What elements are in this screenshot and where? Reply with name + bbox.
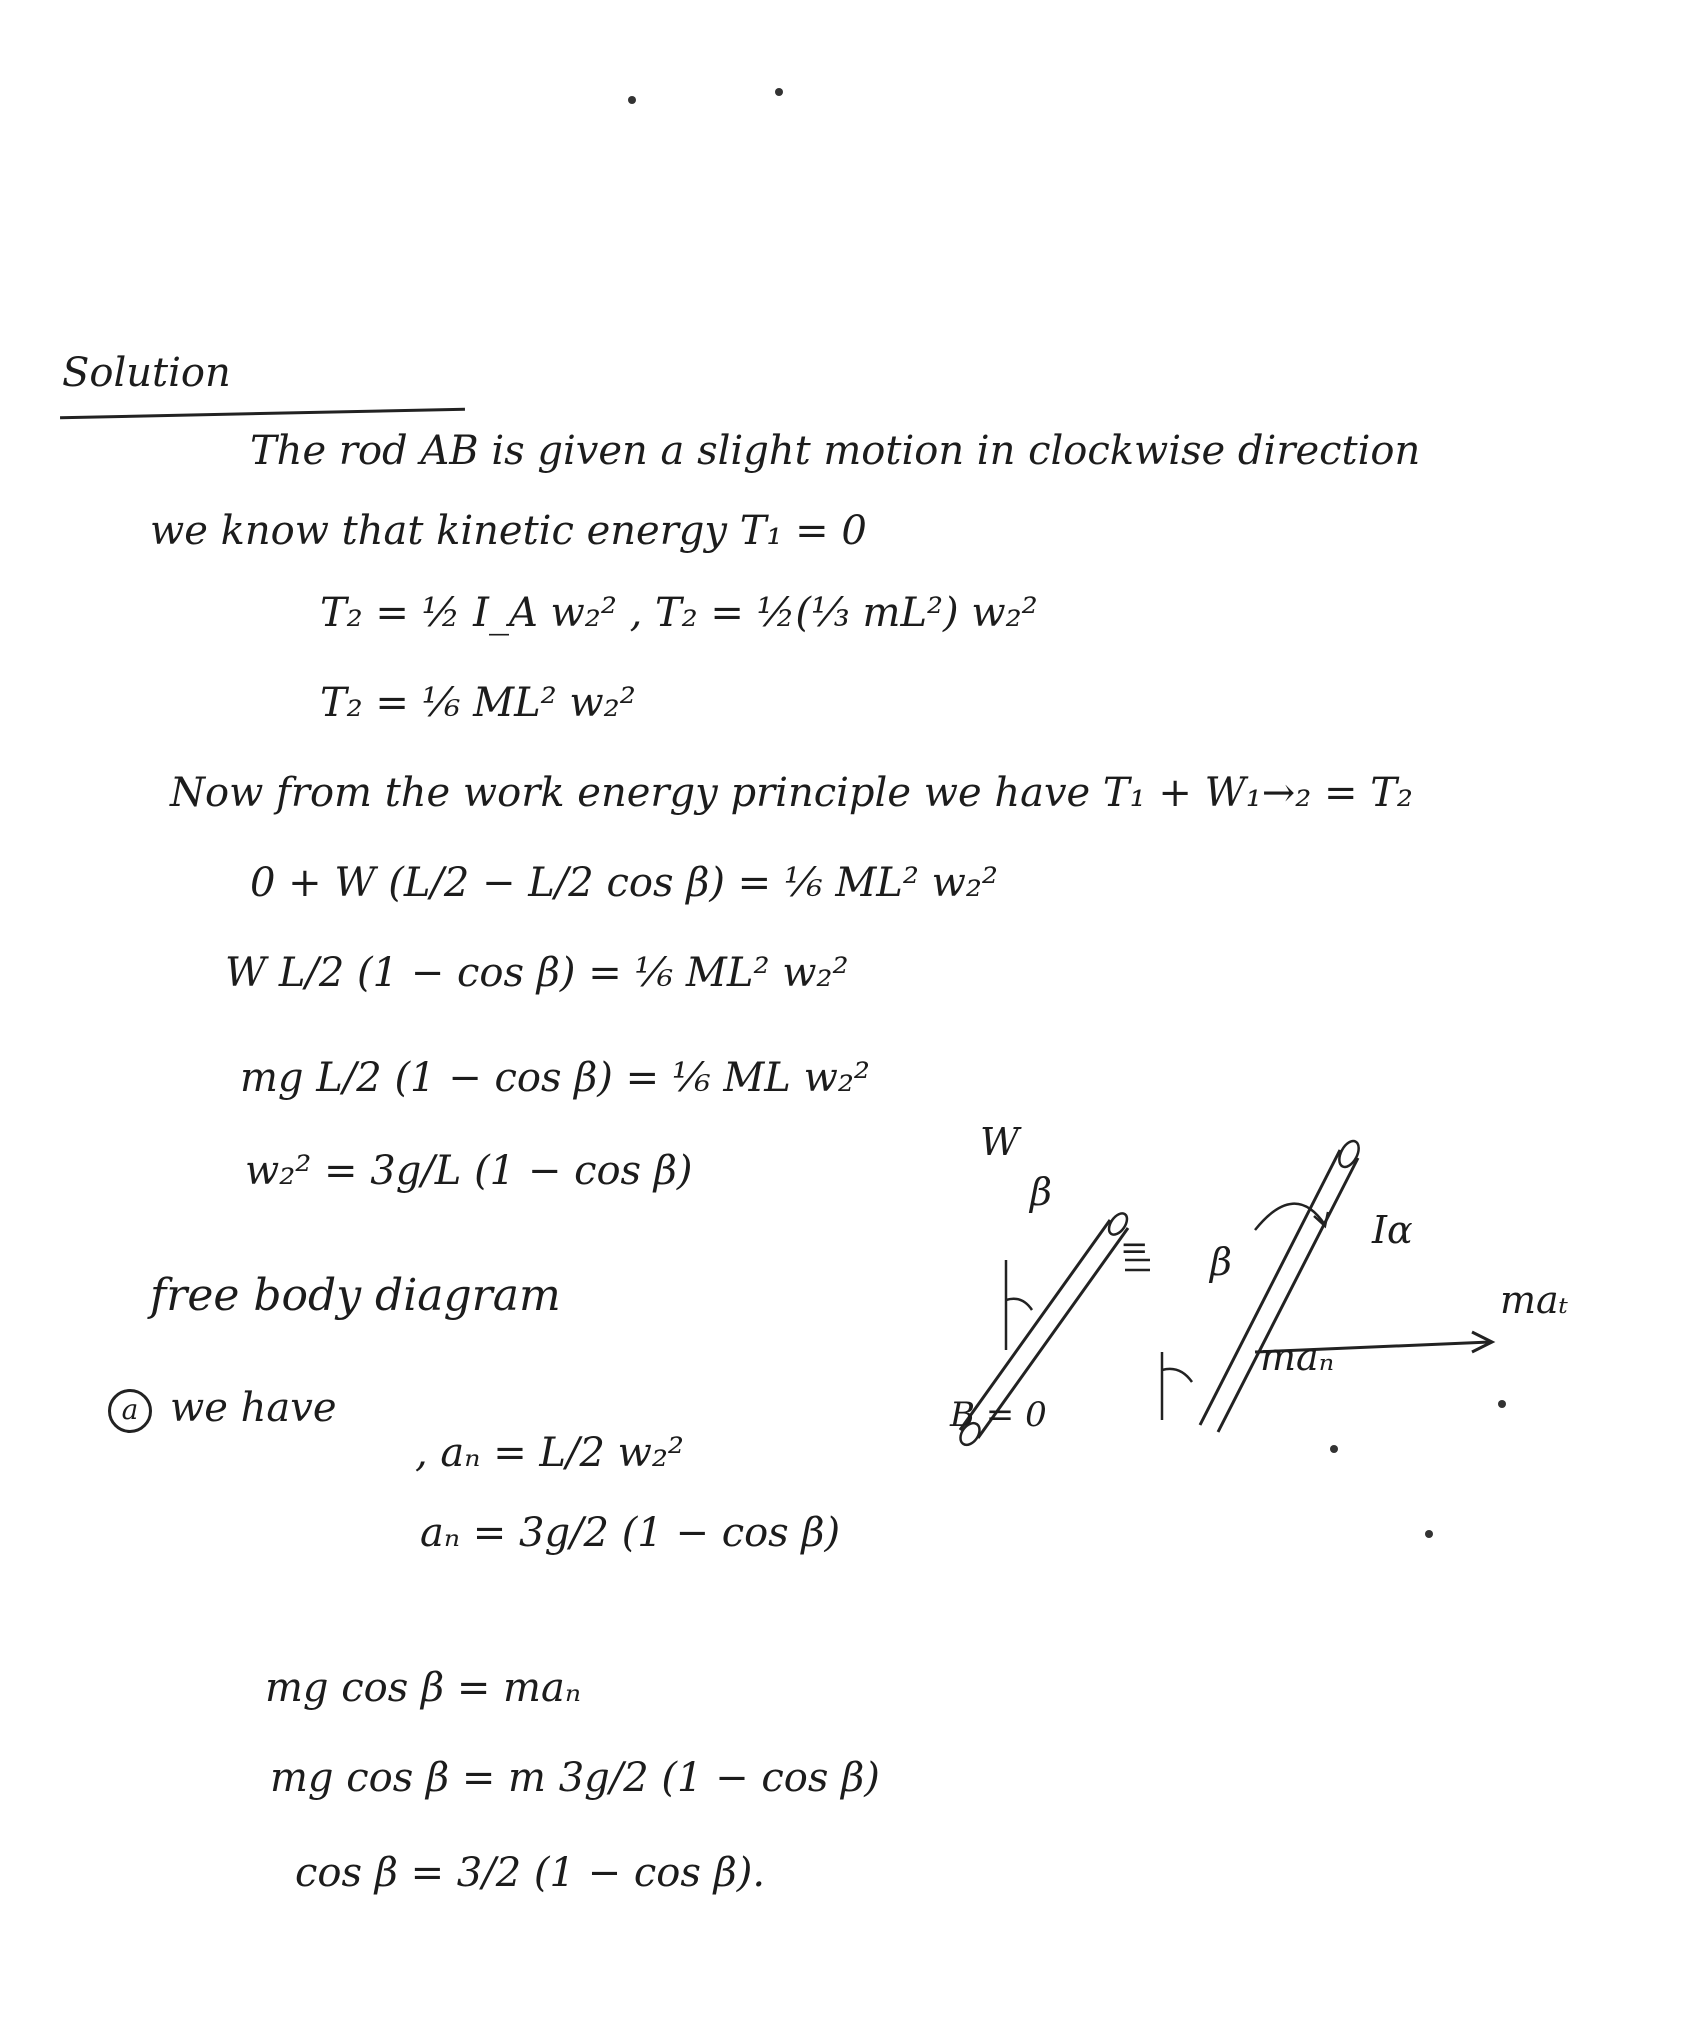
- speck: [775, 88, 783, 96]
- speck: [1330, 1445, 1338, 1453]
- equation-final: cos β = 3/2 (1 − cos β).: [295, 1850, 766, 1896]
- solution-heading: Solution: [62, 350, 231, 396]
- angle-arc-left: [1006, 1299, 1032, 1310]
- label-weight: W: [980, 1120, 1020, 1164]
- item-marker: a: [108, 1389, 152, 1433]
- equation-kinetic-energy-simplified: T₂ = ⅙ ML² w₂²: [320, 680, 636, 726]
- text-we-have: [108, 1385, 337, 1433]
- equation-work-energy-3: mg L/2 (1 − cos β) = ⅙ ML w₂²: [240, 1055, 870, 1101]
- text-work-energy-principle: Now from the work energy principle we have T₁ + W₁→₂ = T₂: [170, 770, 1413, 816]
- angle-arc-right: [1162, 1369, 1192, 1382]
- label-inertia: Iα: [1372, 1208, 1413, 1252]
- label-reaction: B = 0: [950, 1395, 1047, 1435]
- rod-right: [1200, 1138, 1363, 1432]
- text-line-1: The rod AB is given a slight motion in clockwise direction: [250, 428, 1421, 474]
- equation-force-balance-2: mg cos β = m 3g/2 (1 − cos β): [270, 1755, 880, 1801]
- equation-normal-acceleration-2: aₙ = 3g/2 (1 − cos β): [420, 1510, 841, 1556]
- label-angle-right: β: [1210, 1240, 1232, 1284]
- speck: [1498, 1400, 1506, 1408]
- text-line-2: we know that kinetic energy T₁ = 0: [150, 508, 867, 554]
- label-normal-force: maₙ: [1260, 1335, 1335, 1379]
- equation-work-energy-1: 0 + W (L/2 − L/2 cos β) = ⅙ ML² w₂²: [250, 860, 998, 906]
- label-angle-left: β: [1030, 1170, 1052, 1214]
- heading-underline: [60, 408, 465, 419]
- label-tangential-force: maₜ: [1500, 1278, 1569, 1322]
- label-equals: =: [1120, 1228, 1149, 1268]
- equation-normal-acceleration: , aₙ = L/2 w₂²: [415, 1430, 684, 1476]
- text-we-have-label: we have: [170, 1385, 337, 1431]
- speck: [628, 96, 636, 104]
- speck: [1425, 1530, 1433, 1538]
- text-free-body-diagram: free body diagram: [150, 1270, 561, 1321]
- equation-force-balance-1: mg cos β = maₙ: [265, 1665, 582, 1711]
- equation-work-energy-2: W L/2 (1 − cos β) = ⅙ ML² w₂²: [225, 950, 849, 996]
- equation-angular-velocity: w₂² = 3g/L (1 − cos β): [245, 1148, 693, 1194]
- equation-kinetic-energy: T₂ = ½ I_A w₂² , T₂ = ½(⅓ mL²) w₂²: [320, 590, 1038, 636]
